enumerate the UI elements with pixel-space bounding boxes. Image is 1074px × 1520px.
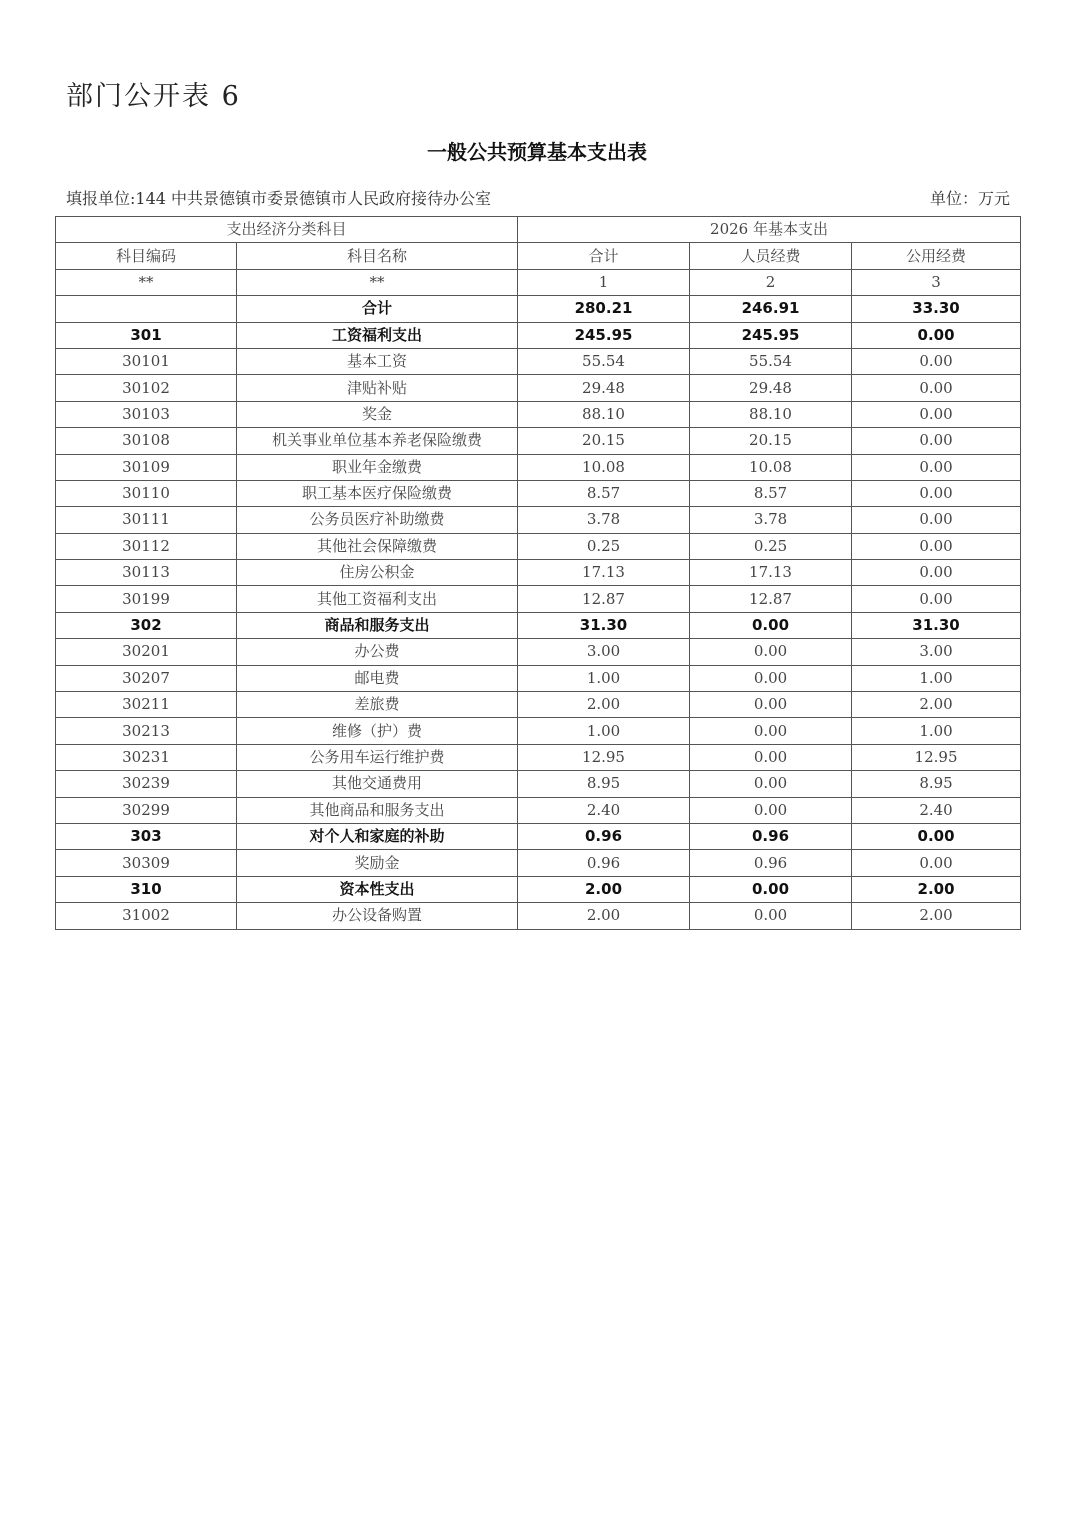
page-title: 一般公共预算基本支出表: [427, 140, 647, 164]
cell-public: 3.00: [852, 639, 1021, 665]
cell-name: 其他商品和服务支出: [237, 797, 518, 823]
table-row: [56, 454, 1021, 480]
cell-public: 0.00: [852, 507, 1021, 533]
cell-code: 302: [56, 612, 237, 638]
cell-personnel: 29.48: [690, 375, 852, 401]
cell-name: 办公设备购置: [237, 903, 518, 929]
cell-total: 245.95: [518, 322, 690, 348]
cell-personnel: 0.00: [690, 665, 852, 691]
cell-name: 公务用车运行维护费: [237, 744, 518, 770]
cell-public: 2.00: [852, 903, 1021, 929]
cell-personnel: 0.00: [690, 639, 852, 665]
table-row: [56, 560, 1021, 586]
cell-personnel: 8.57: [690, 480, 852, 506]
table-row: [56, 876, 1021, 902]
cell-public: 0.00: [852, 375, 1021, 401]
cell-public: 1.00: [852, 665, 1021, 691]
cell-name: 职业年金缴费: [237, 454, 518, 480]
cell-total: 8.95: [518, 771, 690, 797]
cell-code: 30299: [56, 797, 237, 823]
cell-personnel: 0.00: [690, 612, 852, 638]
cell-personnel: 88.10: [690, 401, 852, 427]
cell-name: 资本性支出: [237, 876, 518, 902]
cell-personnel: 246.91: [690, 296, 852, 322]
cell-personnel: 12.87: [690, 586, 852, 612]
table-row: [56, 665, 1021, 691]
cell-total: 10.08: [518, 454, 690, 480]
cell-code: 30201: [56, 639, 237, 665]
cell-public: 8.95: [852, 771, 1021, 797]
table-row: [56, 850, 1021, 876]
cell-code: 31002: [56, 903, 237, 929]
index-public: 3: [852, 269, 1021, 295]
table-row: [56, 744, 1021, 770]
header-column-row: [56, 243, 1021, 269]
cell-public: 12.95: [852, 744, 1021, 770]
table-row: [56, 322, 1021, 348]
header-group-row: [56, 217, 1021, 243]
cell-personnel: 0.96: [690, 823, 852, 849]
cell-name: 住房公积金: [237, 560, 518, 586]
cell-total: 1.00: [518, 718, 690, 744]
table-row: [56, 401, 1021, 427]
cell-total: 3.00: [518, 639, 690, 665]
table-row: [56, 771, 1021, 797]
cell-code: 30103: [56, 401, 237, 427]
cell-name: 维修（护）费: [237, 718, 518, 744]
cell-public: 2.00: [852, 876, 1021, 902]
cell-public: 0.00: [852, 560, 1021, 586]
cell-code: 30231: [56, 744, 237, 770]
cell-name: 职工基本医疗保险缴费: [237, 480, 518, 506]
cell-name: 工资福利支出: [237, 322, 518, 348]
cell-public: 0.00: [852, 480, 1021, 506]
cell-name: 奖金: [237, 401, 518, 427]
cell-name: 合计: [237, 296, 518, 322]
cell-public: 0.00: [852, 401, 1021, 427]
cell-code: 30110: [56, 480, 237, 506]
cell-personnel: 3.78: [690, 507, 852, 533]
header-total: 合计: [518, 243, 690, 269]
cell-public: 2.00: [852, 692, 1021, 718]
cell-name: 差旅费: [237, 692, 518, 718]
cell-code: 30239: [56, 771, 237, 797]
header-name: 科目名称: [237, 243, 518, 269]
cell-total: 0.96: [518, 823, 690, 849]
cell-personnel: 245.95: [690, 322, 852, 348]
cell-code: 30112: [56, 533, 237, 559]
cell-personnel: 0.00: [690, 797, 852, 823]
table-row: [56, 480, 1021, 506]
cell-total: 3.78: [518, 507, 690, 533]
cell-code: 30108: [56, 428, 237, 454]
header-index-row: [56, 269, 1021, 295]
cell-total: 88.10: [518, 401, 690, 427]
cell-name: 机关事业单位基本养老保险缴费: [237, 428, 518, 454]
header-code: 科目编码: [56, 243, 237, 269]
cell-name: 办公费: [237, 639, 518, 665]
cell-code: 30309: [56, 850, 237, 876]
cell-total: 12.95: [518, 744, 690, 770]
cell-personnel: 55.54: [690, 348, 852, 374]
budget-table: [55, 216, 1021, 930]
cell-personnel: 10.08: [690, 454, 852, 480]
table-row: [56, 718, 1021, 744]
cell-code: 303: [56, 823, 237, 849]
table-row: [56, 903, 1021, 929]
cell-name: 津贴补贴: [237, 375, 518, 401]
cell-total: 12.87: [518, 586, 690, 612]
cell-name: 其他社会保障缴费: [237, 533, 518, 559]
cell-public: 0.00: [852, 823, 1021, 849]
index-total: 1: [518, 269, 690, 295]
cell-total: 8.57: [518, 480, 690, 506]
header-group-left: 支出经济分类科目: [56, 217, 518, 243]
cell-code: [56, 296, 237, 322]
cell-name: 邮电费: [237, 665, 518, 691]
cell-public: 31.30: [852, 612, 1021, 638]
cell-public: 0.00: [852, 533, 1021, 559]
cell-personnel: 0.00: [690, 718, 852, 744]
cell-code: 30111: [56, 507, 237, 533]
cell-code: 30207: [56, 665, 237, 691]
index-personnel: 2: [690, 269, 852, 295]
cell-name: 其他交通费用: [237, 771, 518, 797]
currency-unit: 单位：万元: [929, 189, 1010, 208]
cell-public: 0.00: [852, 322, 1021, 348]
table-row: [56, 375, 1021, 401]
table-row: [56, 823, 1021, 849]
cell-name: 其他工资福利支出: [237, 586, 518, 612]
cell-public: 0.00: [852, 586, 1021, 612]
cell-name: 商品和服务支出: [237, 612, 518, 638]
cell-total: 2.00: [518, 876, 690, 902]
header-public: 公用经费: [852, 243, 1021, 269]
table-row: [56, 639, 1021, 665]
cell-public: 0.00: [852, 850, 1021, 876]
cell-code: 30109: [56, 454, 237, 480]
cell-code: 30101: [56, 348, 237, 374]
cell-total: 17.13: [518, 560, 690, 586]
table-row: [56, 348, 1021, 374]
cell-total: 0.96: [518, 850, 690, 876]
table-row: [56, 612, 1021, 638]
cell-total: 2.00: [518, 692, 690, 718]
cell-personnel: 0.00: [690, 744, 852, 770]
cell-public: 1.00: [852, 718, 1021, 744]
cell-public: 0.00: [852, 348, 1021, 374]
cell-personnel: 20.15: [690, 428, 852, 454]
cell-total: 2.40: [518, 797, 690, 823]
cell-code: 30113: [56, 560, 237, 586]
cell-personnel: 0.25: [690, 533, 852, 559]
cell-code: 30213: [56, 718, 237, 744]
cell-public: 33.30: [852, 296, 1021, 322]
cell-name: 对个人和家庭的补助: [237, 823, 518, 849]
cell-total: 280.21: [518, 296, 690, 322]
table-row: [56, 428, 1021, 454]
table-row: [56, 296, 1021, 322]
cell-code: 30199: [56, 586, 237, 612]
cell-code: 310: [56, 876, 237, 902]
table-row: [56, 533, 1021, 559]
cell-personnel: 0.00: [690, 876, 852, 902]
marker-code: **: [56, 269, 237, 295]
cell-name: 基本工资: [237, 348, 518, 374]
marker-name: **: [237, 269, 518, 295]
cell-public: 2.40: [852, 797, 1021, 823]
table-row: [56, 692, 1021, 718]
cell-total: 0.25: [518, 533, 690, 559]
table-row: [56, 507, 1021, 533]
cell-personnel: 0.96: [690, 850, 852, 876]
cell-personnel: 0.00: [690, 771, 852, 797]
cell-name: 公务员医疗补助缴费: [237, 507, 518, 533]
cell-personnel: 0.00: [690, 692, 852, 718]
cell-personnel: 17.13: [690, 560, 852, 586]
reporting-unit: 填报单位:144 中共景德镇市委景德镇市人民政府接待办公室: [66, 189, 492, 208]
cell-name: 奖励金: [237, 850, 518, 876]
cell-public: 0.00: [852, 454, 1021, 480]
cell-total: 29.48: [518, 375, 690, 401]
cell-personnel: 0.00: [690, 903, 852, 929]
table-row: [56, 797, 1021, 823]
cell-code: 30102: [56, 375, 237, 401]
cell-total: 20.15: [518, 428, 690, 454]
cell-public: 0.00: [852, 428, 1021, 454]
table-row: [56, 586, 1021, 612]
document-label: 部门公开表 6: [66, 81, 241, 112]
cell-total: 2.00: [518, 903, 690, 929]
cell-total: 31.30: [518, 612, 690, 638]
cell-code: 301: [56, 322, 237, 348]
cell-total: 1.00: [518, 665, 690, 691]
header-group-right: 2026 年基本支出: [518, 217, 1021, 243]
cell-code: 30211: [56, 692, 237, 718]
cell-total: 55.54: [518, 348, 690, 374]
header-personnel: 人员经费: [690, 243, 852, 269]
